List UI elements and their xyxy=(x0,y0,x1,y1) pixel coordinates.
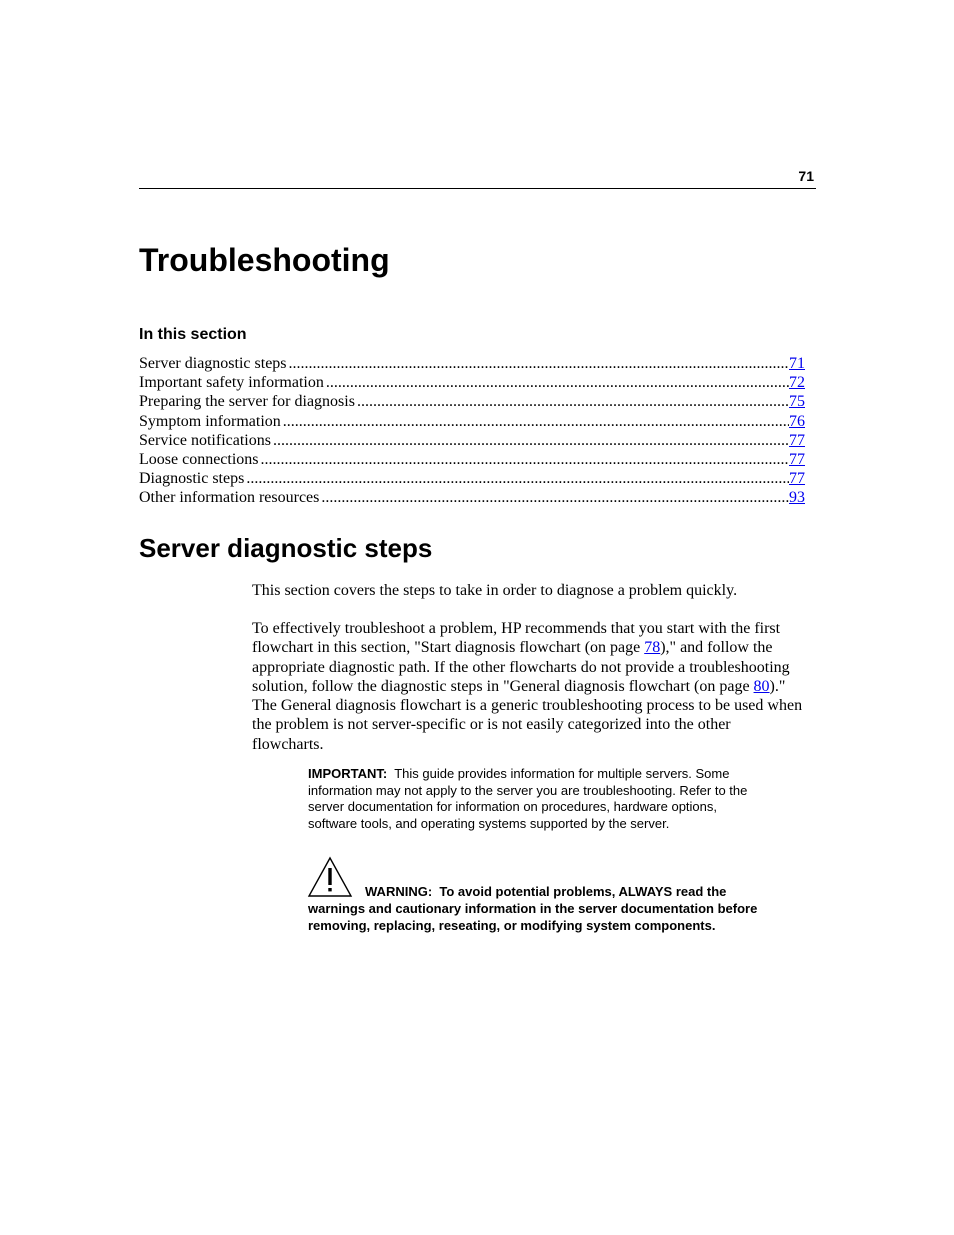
toc-item xyxy=(139,469,805,488)
toc-item xyxy=(139,412,805,431)
important-text: This guide provides information for multiple servers. Some information may not apply to the server you are troubleshooting. Refer to the server documentation for information on procedures, hardware options, software tools, and operating systems supported by the server. xyxy=(308,766,748,831)
toc-item xyxy=(139,431,805,450)
page-78-link[interactable]: 78 xyxy=(644,639,661,657)
section-title: Server diagnostic steps xyxy=(139,533,433,563)
toc-item-label: Symptom information xyxy=(139,412,281,430)
toc-heading: In this section xyxy=(139,326,247,343)
toc-item xyxy=(139,354,805,373)
toc-page-link[interactable]: 76 xyxy=(789,412,805,430)
page-number: 71 xyxy=(798,168,814,184)
toc-leader xyxy=(283,412,789,431)
toc-page-link[interactable]: 77 xyxy=(789,450,805,468)
important-note xyxy=(308,766,753,832)
toc-leader xyxy=(273,431,789,450)
toc-item-label: Important safety information xyxy=(139,374,324,392)
paragraph-text: )," and follow the appropriate diagnostic path. If the other flowcharts do not provide a troubleshooting solution, follow the diagnostic steps in "General diagnosis flowchart (on page xyxy=(252,639,790,695)
toc-leader xyxy=(357,392,789,411)
warning-text: To avoid potential problems, ALWAYS read the warnings and cautionary information in the server documentation before removing, replacing, reseating, or modifying system components. xyxy=(308,884,758,933)
important-label: IMPORTANT: xyxy=(308,766,388,781)
toc-page-link[interactable]: 75 xyxy=(789,393,805,411)
page-80-link[interactable]: 80 xyxy=(753,677,770,695)
toc-item-label: Other information resources xyxy=(139,489,320,507)
toc-item xyxy=(139,373,805,392)
toc-page-link[interactable]: 77 xyxy=(789,470,805,488)
toc-item-label: Server diagnostic steps xyxy=(139,355,287,372)
paragraph-text: )." The General diagnosis flowchart is a generic troubleshooting process to be used when the problem is not server-specific or is not easily categorized into the other flowcharts. xyxy=(252,677,803,753)
toc-page-link[interactable]: 77 xyxy=(789,431,805,449)
toc-leader xyxy=(261,450,789,469)
toc-leader xyxy=(321,488,789,507)
intro-paragraph: This section covers the steps to take in order to diagnose a problem quickly. xyxy=(252,582,738,599)
header-rule xyxy=(139,188,816,189)
warning-note xyxy=(308,883,768,934)
toc-item xyxy=(139,392,805,411)
toc-item-label: Loose connections xyxy=(139,450,259,468)
toc-item-label: Preparing the server for diagnosis xyxy=(139,393,355,411)
toc-item xyxy=(139,450,805,469)
toc-leader xyxy=(289,354,789,373)
toc-page-link[interactable]: 71 xyxy=(789,355,805,372)
warning-label: WARNING: xyxy=(365,884,433,899)
toc-leader xyxy=(246,469,789,488)
toc-leader xyxy=(326,373,789,392)
chapter-title: Troubleshooting xyxy=(139,242,390,278)
toc-item xyxy=(139,488,805,507)
toc-page-link[interactable]: 72 xyxy=(789,374,805,392)
flowchart-paragraph xyxy=(252,619,804,754)
toc-list xyxy=(139,354,805,508)
paragraph-text: To effectively troubleshoot a problem, HP recommends that you start with the first flowchart in this section, "Start diagnosis flowchart (on page xyxy=(252,620,781,657)
toc-page-link[interactable]: 93 xyxy=(789,489,805,507)
toc-item-label: Diagnostic steps xyxy=(139,470,245,488)
toc-item-label: Service notifications xyxy=(139,431,271,449)
